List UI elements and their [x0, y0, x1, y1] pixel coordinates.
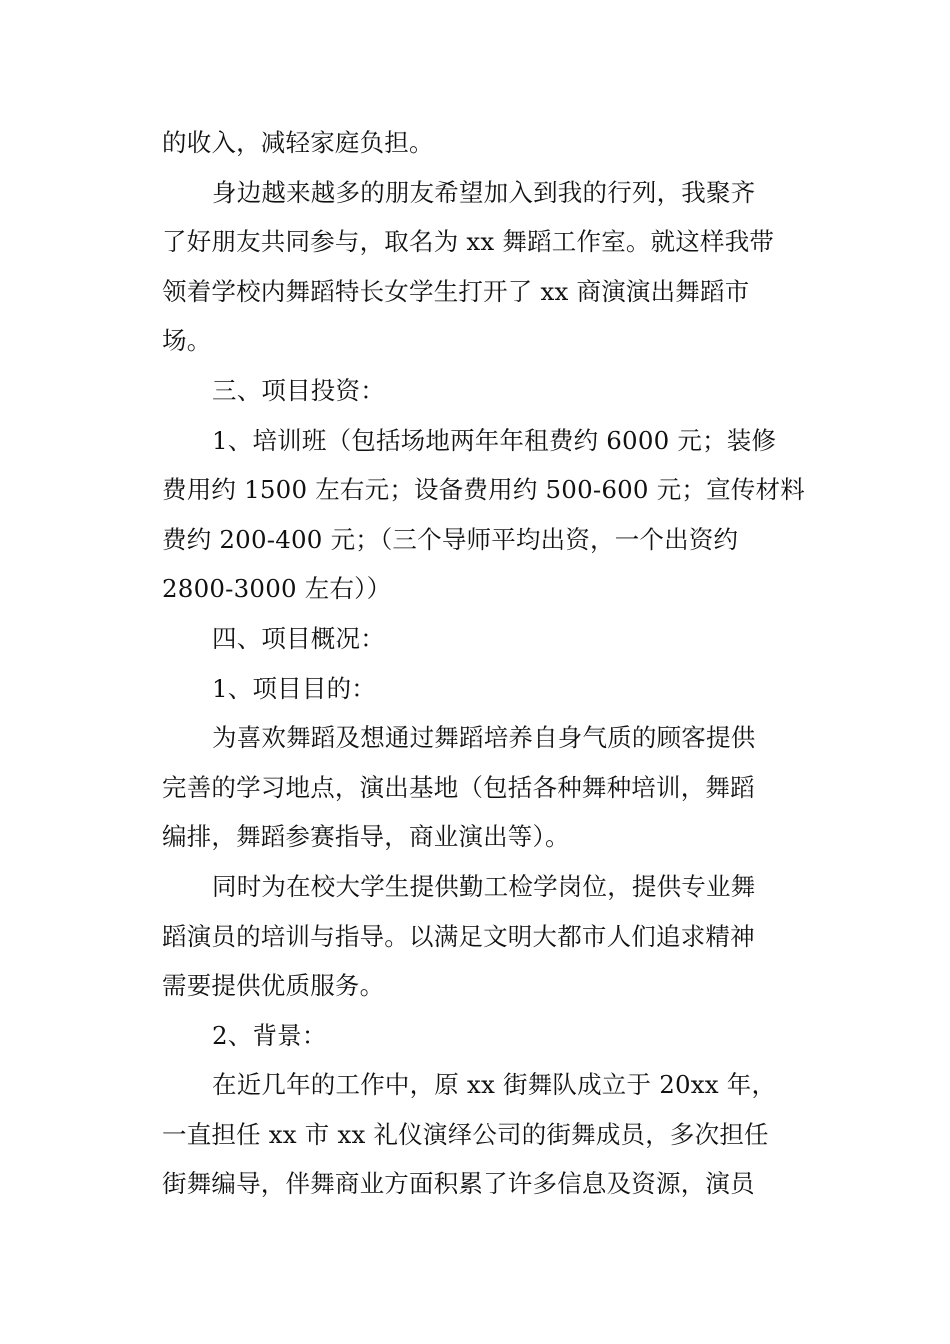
paragraph-line: 完善的学习地点，演出基地（包括各种舞种培训，舞蹈	[162, 772, 755, 802]
paragraph-line: 的收入，减轻家庭负担。	[162, 128, 434, 157]
paragraph-line: 费用约 1500 左右元；设备费用约 500-600 元；宣传材料	[162, 475, 805, 505]
subsection-heading: 2、背景：	[212, 1020, 327, 1050]
paragraph-line: 场。	[162, 326, 212, 356]
paragraph-line: 为喜欢舞蹈及想通过舞蹈培养自身气质的顾客提供	[212, 723, 756, 753]
paragraph-line: 一直担任 xx 市 xx 礼仪演绎公司的街舞成员，多次担任	[162, 1119, 769, 1149]
paragraph-line: 同时为在校大学生提供勤工检学岗位，提供专业舞	[212, 871, 756, 901]
paragraph-line: 2800-3000 左右））	[162, 574, 392, 604]
paragraph-line: 需要提供优质服务。	[162, 971, 385, 1001]
document-page	[162, 118, 805, 1209]
paragraph-line: 编排，舞蹈参赛指导，商业演出等）。	[162, 822, 570, 852]
paragraph-line: 蹈演员的培训与指导。以满足文明大都市人们追求精神	[162, 921, 755, 951]
paragraph-line: 1、培训班（包括场地两年年租费约 6000 元；装修	[212, 425, 777, 455]
section-heading: 四、项目概况：	[212, 623, 385, 653]
paragraph-line: 了好朋友共同参与，取名为 xx 舞蹈工作室。就这样我带	[162, 227, 775, 257]
subsection-heading: 1、项目目的：	[212, 673, 376, 703]
paragraph-line: 街舞编导，伴舞商业方面积累了许多信息及资源，演员	[162, 1169, 755, 1199]
section-heading: 三、项目投资：	[212, 375, 385, 405]
paragraph-line: 费约 200-400 元；（三个导师平均出资，一个出资约	[162, 524, 739, 554]
paragraph-line: 身边越来越多的朋友希望加入到我的行列，我聚齐	[212, 177, 756, 207]
paragraph-line: 领着学校内舞蹈特长女学生打开了 xx 商演演出舞蹈市	[162, 276, 750, 306]
paragraph-line: 在近几年的工作中，原 xx 街舞队成立于 20xx 年，	[212, 1070, 777, 1100]
